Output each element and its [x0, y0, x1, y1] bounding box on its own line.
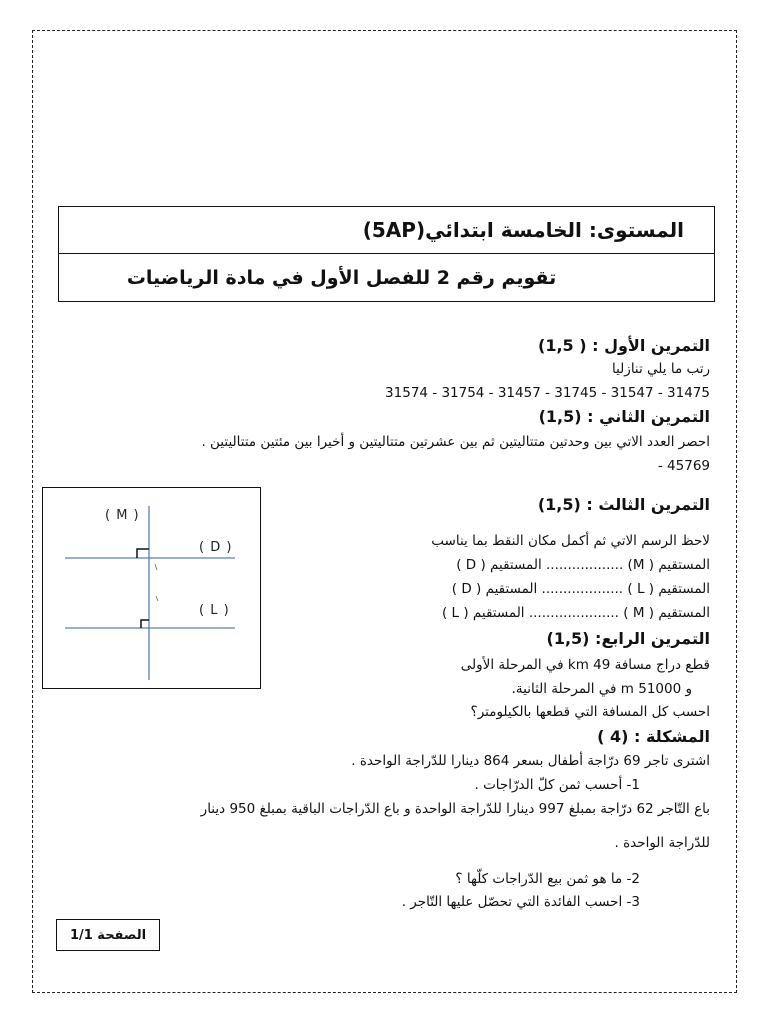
label-m: ( M )	[105, 508, 140, 523]
page-number-box	[56, 919, 160, 951]
level-row	[59, 207, 714, 254]
figure-drawing	[43, 488, 262, 690]
problem-question-3: 3- احسب الفائدة التي تحصّل عليها التّاجر .	[401, 894, 640, 910]
ex2-instruction: احصر العدد الاتي بين وحدتين متتاليتين ثم بين عشرتين متتاليتين و أخيرا بين مئتين متتاليتين .	[201, 434, 710, 450]
page-number: الصفحة 1/1	[69, 927, 147, 943]
level-text: المستوى: الخامسة ابتدائي(5AP)	[362, 218, 684, 242]
right-angle-mark-d	[137, 549, 149, 558]
ex3-line-1: المستقيم ( M) .................. المستقيم ( D )	[456, 557, 710, 573]
problem-question-2: 2- ما هو ثمن بيع الدّراجات كلّها ؟	[455, 871, 640, 887]
problem-line-1: اشترى تاجر 69 درّاجة أطفال بسعر 864 دينارا للدّراجة الواحدة .	[351, 753, 710, 769]
ex4-title: التمرين الرابع: (1,5)	[546, 629, 710, 648]
ex3-line-2: المستقيم ( L ) ................... المستقيم ( D )	[451, 581, 710, 597]
ex3-instruction: لاحظ الرسم الاتي ثم أكمل مكان النقط بما يناسب	[431, 533, 710, 549]
ex4-line-3: احسب كل المسافة التي قطعها بالكيلومتر؟	[470, 704, 710, 720]
ex2-number: 45769 -	[657, 458, 710, 474]
label-l: ( L )	[199, 603, 230, 618]
tick-mark	[155, 564, 157, 570]
ex1-instruction: رتب ما يلي تنازليا	[612, 361, 710, 377]
problem-line-3: للدّراجة الواحدة .	[614, 835, 710, 851]
problem-title: المشكلة : (4 )	[597, 727, 710, 746]
ex3-line-3: المستقيم ( M ) ..................... المستقيم ( L )	[441, 605, 710, 621]
tick-mark	[156, 596, 158, 601]
problem-question-1: 1- أحسب ثمن كلّ الدرّاجات .	[474, 777, 640, 793]
header-box	[58, 206, 715, 302]
geometry-figure	[42, 487, 261, 689]
exam-title: تقويم رقم 2 للفصل الأول في مادة الرياضيات	[126, 266, 557, 289]
title-row	[59, 254, 714, 301]
problem-line-2: باع التّاجر 62 درّاجة بمبلغ 997 دينارا للدّراجة الواحدة و باع الدّراجات الباقية بمبلغ 950 دينار	[200, 801, 710, 817]
ex4-line-2: و 51000 m في المرحلة الثانية.	[511, 681, 692, 697]
ex2-title: التمرين الثاني : (1,5)	[538, 407, 710, 426]
ex4-line-1: قطع دراج مسافة 49 km في المرحلة الأولى	[460, 657, 710, 673]
label-d: ( D )	[199, 540, 233, 555]
right-angle-mark-l	[141, 620, 149, 628]
ex1-title: التمرين الأول : ( 1,5)	[538, 336, 710, 355]
ex1-numbers: 31574 - 31754 - 31457 - 31745 - 31547 - 31475	[385, 385, 710, 401]
ex3-title: التمرين الثالث : (1,5)	[537, 495, 710, 514]
